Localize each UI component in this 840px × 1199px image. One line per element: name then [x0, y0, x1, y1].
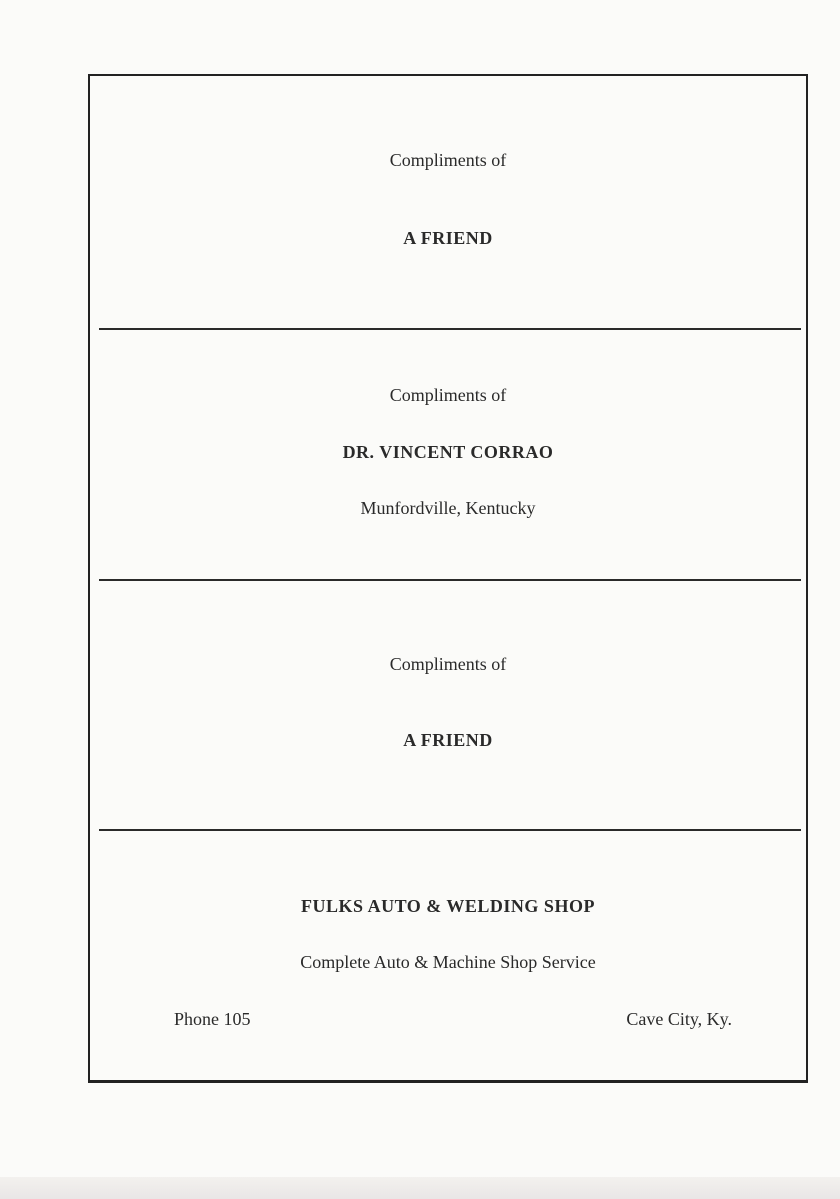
- ad4-name: FULKS AUTO & WELDING SHOP: [301, 896, 595, 916]
- divider-1: [99, 328, 801, 330]
- ad3-intro: Compliments of: [389, 654, 507, 674]
- ad4-location: Cave City, Ky.: [626, 1009, 732, 1029]
- ad3-name: A FRIEND: [403, 730, 493, 750]
- ad1-name: A FRIEND: [403, 228, 493, 248]
- ad4-phone: Phone 105: [174, 1009, 251, 1029]
- page-edge: [0, 1177, 840, 1199]
- divider-3: [99, 829, 801, 831]
- ad1-intro: Compliments of: [389, 150, 507, 170]
- ad2-intro: Compliments of: [389, 385, 507, 405]
- ad2-name: DR. VINCENT CORRAO: [342, 442, 554, 462]
- ad4-tagline: Complete Auto & Machine Shop Service: [300, 952, 596, 972]
- divider-2: [99, 579, 801, 581]
- ad2-location: Munfordville, Kentucky: [360, 498, 536, 518]
- ad-page-frame: [88, 74, 808, 1083]
